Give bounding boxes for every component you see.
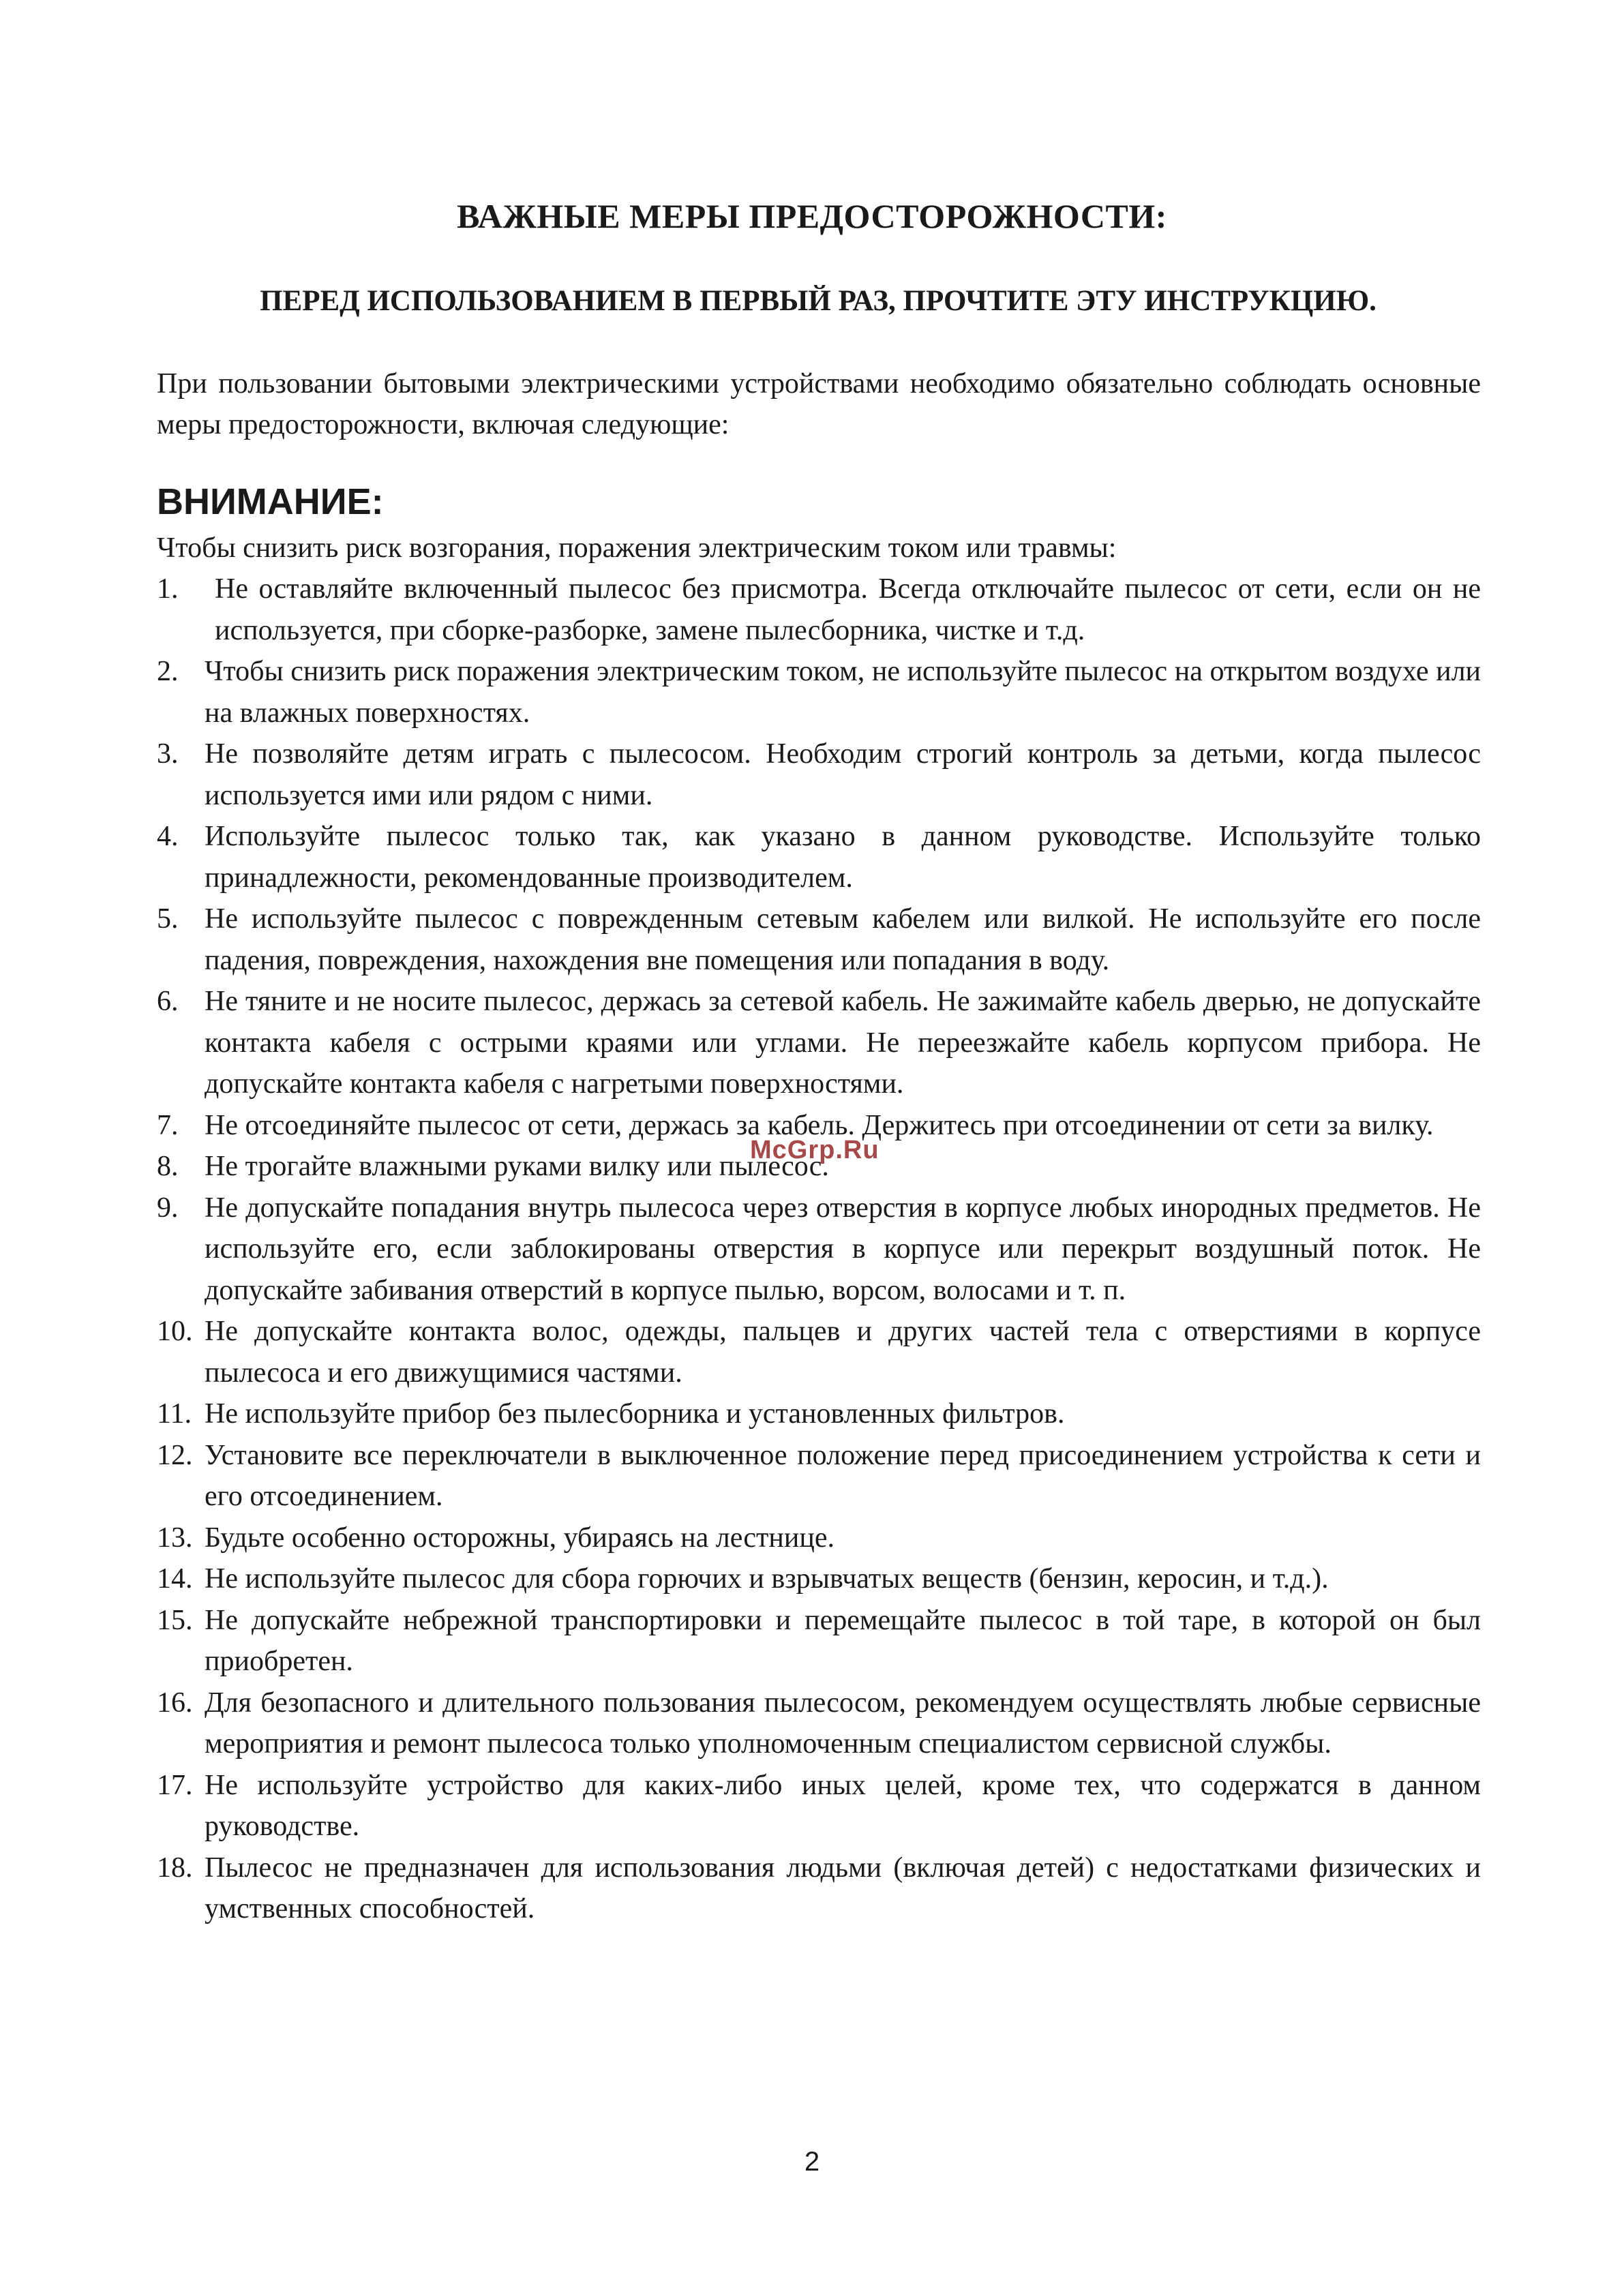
rule-item-18 — [157, 1847, 1481, 1930]
rule-item-9 — [157, 1188, 1481, 1312]
rule-item-5 — [157, 898, 1481, 981]
rule-number: 10. — [157, 1316, 193, 1347]
rule-item-17 — [157, 1765, 1481, 1847]
page-subtitle: ПЕРЕД ИСПОЛЬЗОВАНИЕМ В ПЕРВЫЙ РАЗ, ПРОЧТИТЕ ЭТУ ИНСТРУКЦИЮ. — [260, 285, 1377, 317]
rule-text: Пылесос не предназначен для использования людьми (включая детей) с недостатками физических и умственных способностей. — [205, 1852, 1481, 1924]
rule-item-12 — [157, 1435, 1481, 1517]
rule-text: Не допускайте контакта волос, одежды, пальцев и других частей тела с отверстиями в корпусе пылесоса и его движущимися частями. — [205, 1316, 1481, 1389]
rule-number: 3. — [157, 738, 179, 770]
rule-item-2 — [157, 651, 1481, 734]
rule-text: Не используйте пылесос с поврежденным сетевым кабелем или вилкой. Не используйте его после падения, повреждения, нахождения вне помещения или попадания в воду. — [205, 903, 1481, 976]
rule-item-4 — [157, 816, 1481, 898]
page-number: 2 — [804, 2147, 820, 2177]
rule-number: 15. — [157, 1604, 193, 1636]
rule-number: 12. — [157, 1439, 193, 1471]
rule-item-13 — [157, 1517, 1481, 1559]
rule-item-3 — [157, 734, 1481, 816]
rule-text: Не тяните и не носите пылесос, держась за сетевой кабель. Не зажимайте кабель дверью, не допускайте контакта кабеля с острыми краями или углами. Не переезжайте кабель корпусом прибора. Не допускайте контакта кабеля с нагретыми поверхностями. — [205, 986, 1481, 1100]
rule-number: 14. — [157, 1563, 193, 1595]
rule-number: 17. — [157, 1769, 193, 1801]
rule-text: Не допускайте небрежной транспортировки и перемещайте пылесос в той таре, в которой он был приобретен. — [205, 1604, 1481, 1677]
rule-number: 2. — [157, 656, 179, 687]
site-watermark: McGrp.Ru — [750, 1136, 879, 1164]
rule-text: Не допускайте попадания внутрь пылесоса через отверстия в корпусе любых инородных предметов. Не используйте его, если заблокированы отверстия в корпусе или перекрыт воздушный поток. Не допускайте забивания отверстий в корпусе пылью, ворсом, волосами и т. п. — [205, 1192, 1481, 1306]
rule-number: 13. — [157, 1522, 193, 1554]
rule-text: Установите все переключатели в выключенное положение перед присоединением устройства к сети и его отсоединением. — [205, 1439, 1481, 1512]
page-title: ВАЖНЫЕ МЕРЫ ПРЕДОСТОРОЖНОСТИ: — [457, 197, 1167, 235]
rule-item-14 — [157, 1558, 1481, 1600]
rule-item-11 — [157, 1393, 1481, 1435]
rule-text: Не позволяйте детям играть с пылесосом. Необходим строгий контроль за детьми, когда пылесос используется ими или рядом с ними. — [205, 738, 1481, 811]
rule-number: 11. — [157, 1398, 192, 1430]
rule-number: 6. — [157, 986, 179, 1017]
safety-rules-list — [157, 569, 1481, 1930]
intro-paragraph: При пользовании бытовыми электрическими устройствами необходимо обязательно соблюдать основные меры предосторожности, включая следующие: — [157, 368, 1481, 440]
rule-text: Не используйте устройство для каких-либо иных целей, кроме тех, что содержатся в данном руководстве. — [205, 1769, 1481, 1842]
rule-item-1 — [157, 569, 1481, 651]
rule-number: 5. — [157, 903, 179, 935]
rule-number: 18. — [157, 1852, 193, 1884]
rule-text: Не используйте прибор без пылесборника и установленных фильтров. — [205, 1398, 1065, 1430]
rule-text: Используйте пылесос только так, как указано в данном руководстве. Используйте только принадлежности, рекомендованные производителем. — [205, 821, 1481, 894]
rule-text: Будьте особенно осторожны, убираясь на лестнице. — [205, 1522, 834, 1554]
rule-number: 1. — [157, 573, 179, 605]
rule-text: Не оставляйте включенный пылесос без присмотра. Всегда отключайте пылесос от сети, если он не используется, при сборке-разборке, замене пылесборника, чистке и т.д. — [215, 573, 1481, 646]
warning-heading: ВНИМАНИЕ: — [157, 481, 384, 522]
rule-number: 8. — [157, 1151, 179, 1182]
rule-text: Не трогайте влажными руками вилку или пылесос. — [205, 1151, 829, 1182]
rule-item-16 — [157, 1682, 1481, 1765]
rule-text: Не отсоединяйте пылесос от сети, держась за кабель. Держитесь при отсоединении от сети за вилку. — [205, 1109, 1434, 1141]
rule-number: 4. — [157, 821, 179, 852]
rule-item-10 — [157, 1311, 1481, 1393]
rule-text: Не используйте пылесос для сбора горючих и взрывчатых веществ (бензин, керосин, и т.д.). — [205, 1563, 1329, 1595]
rule-text: Чтобы снизить риск поражения электрическим током, не используйте пылесос на открытом воздухе или на влажных поверхностях. — [205, 656, 1481, 729]
rule-number: 7. — [157, 1109, 179, 1141]
rule-item-6 — [157, 981, 1481, 1105]
rule-text: Для безопасного и длительного пользования пылесосом, рекомендуем осуществлять любые сервисные мероприятия и ремонт пылесоса только уполномоченным специалистом сервисной службы. — [205, 1687, 1481, 1759]
rule-number: 16. — [157, 1687, 193, 1719]
rule-number: 9. — [157, 1192, 179, 1224]
warning-lead-text: Чтобы снизить риск возгорания, поражения электрическим током или травмы: — [157, 532, 1117, 564]
rule-item-15 — [157, 1600, 1481, 1682]
